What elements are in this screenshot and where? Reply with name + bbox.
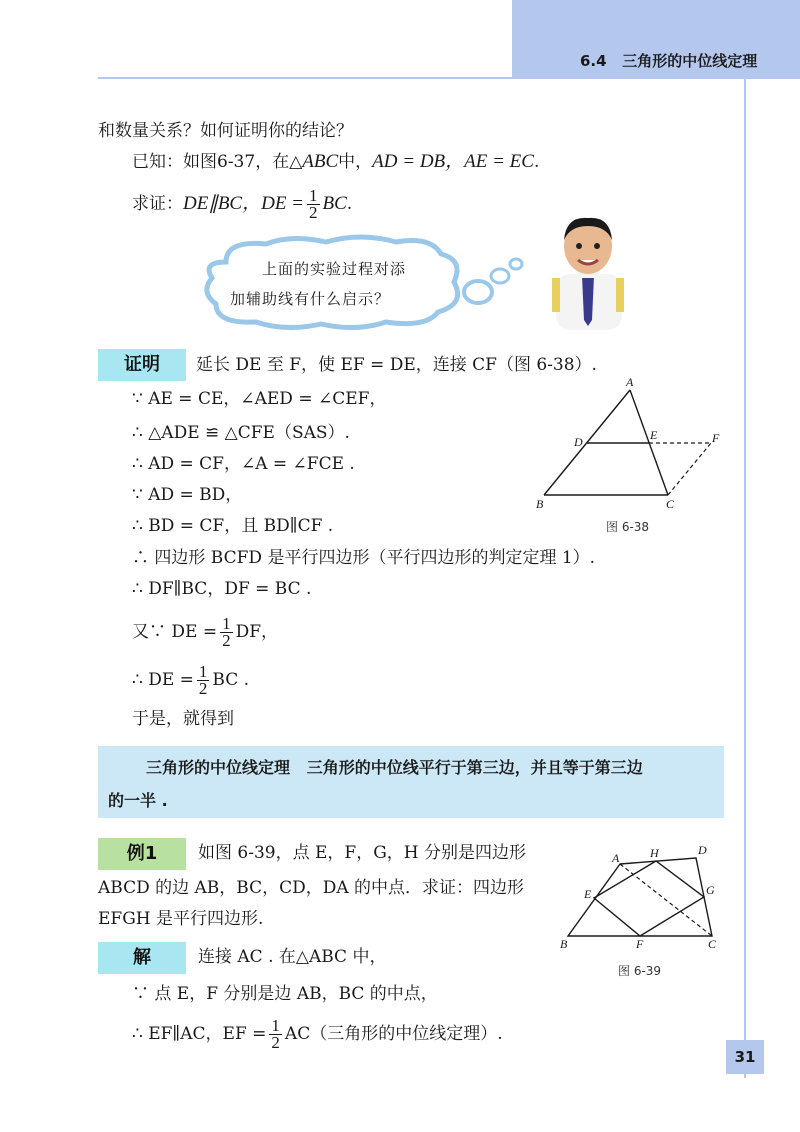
given-line: 已知：如图6-37，在△ABC中，AD = DB，AE = EC. [132,151,540,172]
fig39-caption: 图 6-39 [618,964,662,978]
fig38-label-C: C [666,497,675,511]
proof-line-8: ∴ DF∥BC，DF = BC . [132,579,312,599]
fig39-label-D: D [698,843,707,857]
solution-line-2: ∵ 点 E，F 分别是边 AB，BC 的中点， [132,984,438,1004]
bubble-line-1: 上面的实验过程对添 [262,260,407,278]
solution-line-3: ∴ EF∥AC，EF = $\frac{1}{2}$ AC（三角形的中位线定理）. [132,1016,503,1052]
proof-line-5: ∵ AD = BD， [132,485,243,505]
header-rule [98,77,800,79]
example-line-1: 如图 6-39，点 E，F，G，H 分别是四边形 [198,843,527,863]
fig39-label-F: F [636,937,644,951]
bubble-line-2: 加辅助线有什么启示？ [230,290,391,308]
fig39-label-H: H [650,846,659,860]
fig39-label-G: G [706,883,715,897]
theorem-line-1 [146,757,643,779]
fig39-label-E: E [584,887,592,901]
fig38-label-B: B [536,497,544,511]
fig38-label-A: A [626,375,634,389]
theorem-name: 三角形的中位线定理 [146,758,291,777]
theorem-text: 三角形的中位线平行于第三边，并且等于第三边 [306,758,643,777]
fig39-label-A: A [612,851,620,865]
fig39-label-C: C [708,937,717,951]
proof-line-9: 又∵ DE = $\frac{1}{2}$ DF， [132,614,279,650]
thought-bubble [196,232,536,332]
fig38-caption: 图 6-38 [606,520,650,534]
page-number-box [726,1040,764,1074]
proof-tag: 证明 [98,349,186,381]
figure-6-38 [530,372,740,512]
fig39-label-B: B [560,937,568,951]
example-tag: 例1 [98,838,186,870]
fig38-label-D: D [574,435,583,449]
figure-6-39 [556,840,726,956]
page-number: 31 [734,1048,756,1066]
fig38-label-E: E [650,428,658,442]
proof-line-4: ∴ AD = CF，∠A = ∠FCE . [132,454,355,474]
theorem-line-2: 的一半 . [108,791,168,810]
header-title: 6.4 三角形的中位线定理 [580,52,758,70]
fig38-label-F: F [712,431,720,445]
example-line-3: EFGH 是平行四边形. [98,909,264,929]
proof-line-6: ∴ BD = CF，且 BD∥CF . [132,516,334,536]
right-margin-rule [744,78,746,1078]
proof-line-2: ∵ AE = CE，∠AED = ∠CEF， [132,389,387,409]
solution-tag: 解 [98,942,186,974]
proof-line-10: ∴ DE = $\frac{1}{2}$ BC . [132,662,250,698]
proof-line-1: 延长 DE 至 F，使 EF = DE，连接 CF（图 6-38）. [196,355,597,375]
boy-illustration [548,212,628,330]
example-line-2: ABCD 的边 AB，BC，CD，DA 的中点．求证：四边形 [98,878,525,898]
proof-line-3: ∴ △ADE ≌ △CFE（SAS）. [132,423,350,443]
intro-line: 和数量关系？如何证明你的结论？ [98,121,353,141]
proof-line-7: ∴ 四边形 BCFD 是平行四边形（平行四边形的判定定理 1）. [132,548,596,568]
solution-line-1: 连接 AC . 在△ABC 中， [198,947,387,967]
prove-line: 求证：DE∥BC，DE = $\frac{1}{2}$ BC. [132,186,353,222]
proof-conclusion: 于是，就得到 [132,709,234,729]
